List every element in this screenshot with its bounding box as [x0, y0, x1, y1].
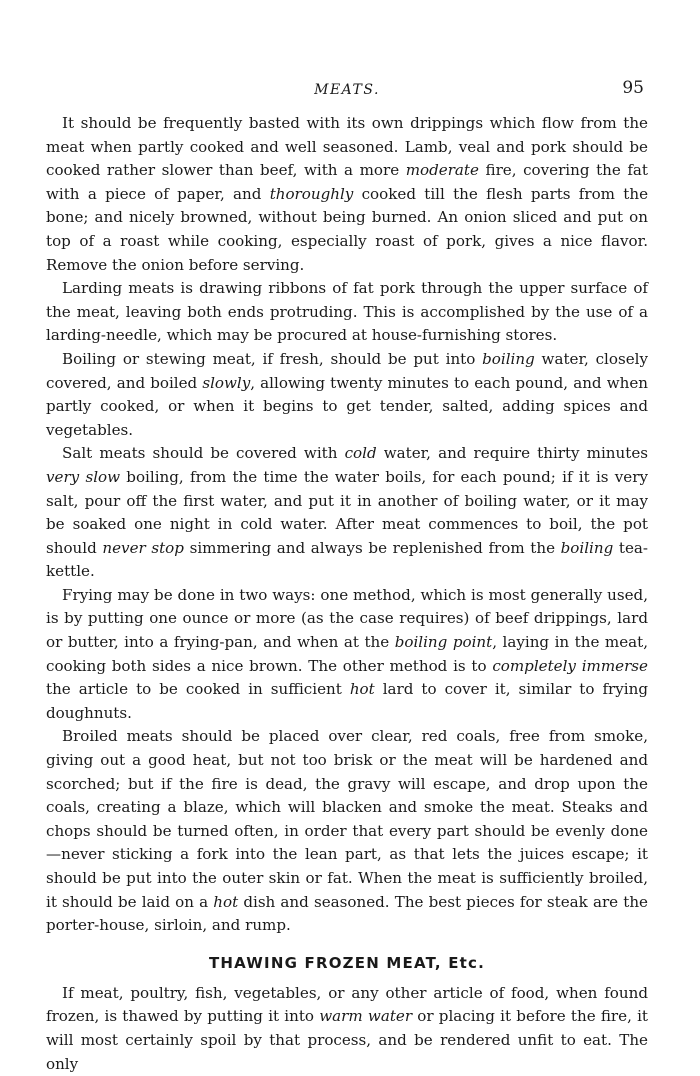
text-run: water, closely covered, and boiled [46, 349, 648, 392]
paragraph-boiling [46, 348, 648, 442]
text-run: Broiled meats should be placed over clear, red coals, free from smoke, giving out a good heat, but not too brisk or the meat will be hardened and scorched; but if the fire is dead, the gravy will escape, and drop upon the coals, creating a blaze, which will blacken and smoke the meat. Steaks and chops should be turned often, in order that every part should be evenly done—never sticking a fork into the lean part, as that lets the juices escape; it should be put into the outer skin or fat. When the meat is sufficiently broiled, it should be laid on a [46, 727, 648, 911]
italic-text: slowly [202, 373, 251, 392]
running-title: MEATS. [314, 82, 380, 98]
text-run: Frying may be done in two ways: one method, which is most generally used, is by putting one ounce or more (as the case requires) of beef drippings, lard or butter, into a frying-pan, and when at the [46, 585, 648, 652]
text-run: water, and require thirty minutes [376, 444, 648, 463]
page-number: 95 [622, 78, 644, 98]
paragraph-salt-meats [46, 442, 648, 584]
text-run: dish and seasoned. The best pieces for steak are the porter-house, sirloin, and rump. [46, 892, 648, 935]
text-run: boiling, from the time the water boils, for each pound; if it is very salt, pour off the first water, and put it in another of boiling water, or it may be soaked one night in cold water. After meat commences to boil, the pot should [46, 467, 648, 557]
text-run: cooked till the flesh parts from the bone; and nicely browned, without being burned. An onion sliced and put on top of a roast while cooking, especially roast of pork, gives a nice flavor. Remove the onion before serving. [46, 184, 648, 274]
text-run: tea-kettle. [46, 538, 648, 581]
text-run: Boiling or stewing meat, if fresh, should be put into [62, 349, 483, 368]
text-run: Larding meats is drawing ribbons of fat pork through the upper surface of the meat, leaving both ends protruding. This is accomplished by the use of a larding-needle, which may be procured at house-furnishing stores. [46, 279, 648, 345]
paragraph-thawing [46, 982, 648, 1076]
book-page [46, 78, 648, 1076]
text-run: Salt meats should be covered with [62, 444, 345, 463]
italic-text: warm water [319, 1007, 413, 1026]
text-run: simmering and always be replenished from the [183, 538, 561, 557]
italic-text: completely immerse [492, 656, 648, 675]
italic-text: never stop [102, 538, 184, 557]
running-head [46, 78, 648, 106]
italic-text: moderate [405, 161, 479, 180]
italic-text: very slow [46, 467, 121, 486]
italic-text: boiling [482, 349, 535, 368]
paragraph-frying [46, 584, 648, 726]
text-run: fire, covering the fat with a piece of paper, and [46, 161, 648, 203]
text-run: or placing it before the fire, it will most certainly spoil by that process, and be rendered unfit to eat. The only [46, 1007, 648, 1073]
italic-text: boiling [560, 538, 614, 557]
section-body [46, 982, 648, 1076]
paragraph-larding [46, 277, 648, 348]
italic-text: boiling point [394, 633, 493, 652]
paragraph-broiling [46, 725, 648, 937]
text-run: the article to be cooked in sufficient [46, 680, 350, 699]
italic-text: hot [213, 892, 239, 911]
text-run: , laying in the meat, cooking both sides a nice brown. The other method is to [46, 633, 648, 675]
italic-text: thoroughly [269, 184, 354, 203]
italic-text: cold [344, 444, 377, 463]
body-text [46, 112, 648, 938]
section-heading: THAWING FROZEN MEAT, Etc. [208, 953, 486, 972]
text-run: It should be frequently basted with its own drippings which flow from the meat when partly cooked and well seasoned. Lamb, veal and pork should be cooked rather slower than beef, with a more [46, 114, 648, 180]
text-run: lard to cover it, similar to frying doughnuts. [46, 680, 649, 722]
italic-text: hot [349, 680, 375, 699]
text-run: , allowing twenty minutes to each pound, and when partly cooked, or when it begins to get tender, salted, adding spices and vegetables. [46, 373, 648, 439]
paragraph-basting [46, 112, 648, 277]
text-run: If meat, poultry, fish, vegetables, or any other article of food, when found frozen, is thawed by putting it into [46, 983, 648, 1026]
